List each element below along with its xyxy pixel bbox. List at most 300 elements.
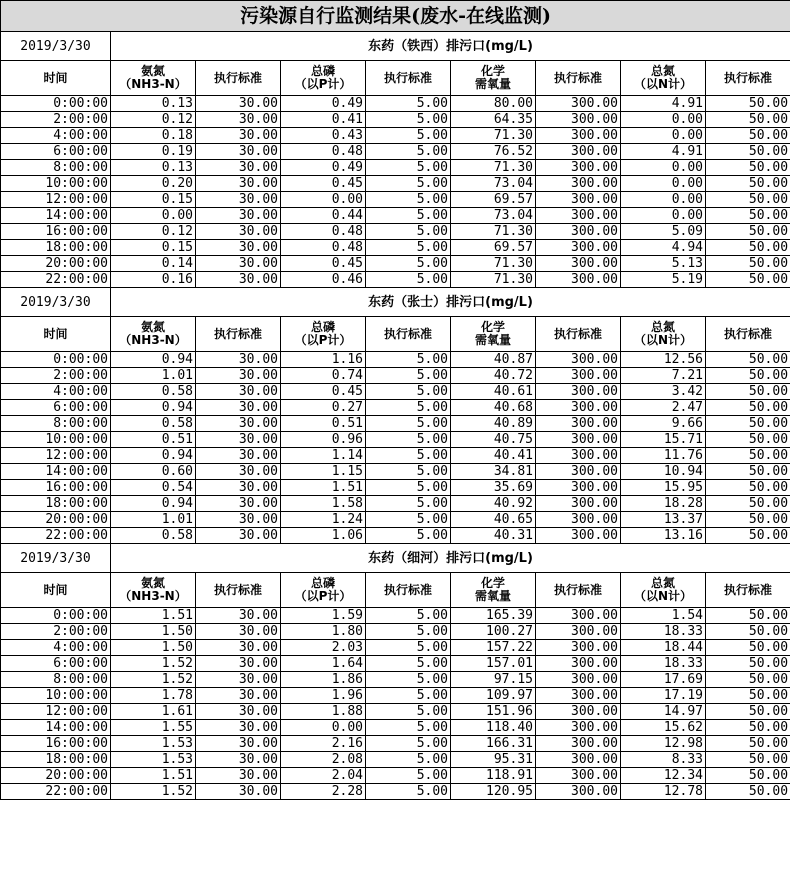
cell-cod-standard: 300.00 [536,400,621,416]
header-nh3-line1: 氨氮 [140,320,165,335]
cell-nh3-standard: 30.00 [196,768,281,784]
cell-cod-standard: 300.00 [536,720,621,736]
cell-tn-value: 12.56 [621,352,706,368]
cell-cod-standard: 300.00 [536,384,621,400]
cell-tn-standard: 50.00 [706,656,790,672]
header-tn-line1: 总氮 [650,576,675,591]
header-cod-line2: 需氧量 [474,589,511,603]
cell-tp-standard: 5.00 [366,768,451,784]
cell-time: 12:00:00 [1,448,111,464]
cell-cod-value: 40.31 [451,528,536,544]
header-tp [281,573,366,608]
cell-tp-standard: 5.00 [366,416,451,432]
cell-cod-standard: 300.00 [536,704,621,720]
cell-tp-standard: 5.00 [366,640,451,656]
cell-cod-standard: 300.00 [536,512,621,528]
cell-nh3-value: 0.58 [111,384,196,400]
cell-cod-value: 73.04 [451,176,536,192]
cell-tp-value: 0.45 [281,176,366,192]
cell-cod-standard: 300.00 [536,352,621,368]
cell-time: 8:00:00 [1,416,111,432]
cell-tp-value: 0.44 [281,208,366,224]
header-tn-line2: （以N计） [633,333,693,347]
cell-nh3-standard: 30.00 [196,608,281,624]
table-row [1,160,790,176]
cell-tp-standard: 5.00 [366,368,451,384]
cell-tp-standard: 5.00 [366,272,451,288]
cell-tp-standard: 5.00 [366,96,451,112]
cell-nh3-value: 0.18 [111,128,196,144]
cell-nh3-standard: 30.00 [196,368,281,384]
table-row [1,128,790,144]
cell-tp-value: 0.43 [281,128,366,144]
cell-cod-value: 165.39 [451,608,536,624]
cell-cod-value: 71.30 [451,160,536,176]
cell-cod-value: 69.57 [451,240,536,256]
cell-cod-standard: 300.00 [536,736,621,752]
table-row [1,176,790,192]
cell-tp-value: 1.58 [281,496,366,512]
cell-cod-value: 166.31 [451,736,536,752]
cell-tn-standard: 50.00 [706,768,790,784]
header-standard: 执行标准 [196,317,281,352]
cell-tp-value: 1.24 [281,512,366,528]
cell-nh3-value: 0.58 [111,416,196,432]
cell-tp-standard: 5.00 [366,112,451,128]
cell-tp-standard: 5.00 [366,128,451,144]
cell-time: 0:00:00 [1,608,111,624]
cell-tn-value: 3.42 [621,384,706,400]
cell-nh3-standard: 30.00 [196,240,281,256]
cell-tp-standard: 5.00 [366,496,451,512]
section-date: 2019/3/30 [1,32,111,61]
cell-nh3-value: 0.94 [111,496,196,512]
cell-tp-standard: 5.00 [366,624,451,640]
cell-tp-value: 0.41 [281,112,366,128]
cell-tn-standard: 50.00 [706,208,790,224]
cell-tp-value: 1.88 [281,704,366,720]
cell-time: 2:00:00 [1,624,111,640]
cell-tp-value: 0.48 [281,240,366,256]
cell-tn-standard: 50.00 [706,160,790,176]
cell-cod-standard: 300.00 [536,672,621,688]
cell-tn-standard: 50.00 [706,128,790,144]
cell-tp-value: 2.16 [281,736,366,752]
header-tn-line1: 总氮 [650,64,675,79]
cell-nh3-value: 1.50 [111,624,196,640]
cell-nh3-standard: 30.00 [196,704,281,720]
cell-tp-value: 2.04 [281,768,366,784]
cell-nh3-standard: 30.00 [196,720,281,736]
header-standard: 执行标准 [536,61,621,96]
cell-tp-value: 0.96 [281,432,366,448]
cell-tn-value: 13.16 [621,528,706,544]
cell-cod-standard: 300.00 [536,96,621,112]
table-row [1,192,790,208]
cell-cod-value: 71.30 [451,224,536,240]
cell-nh3-value: 0.13 [111,96,196,112]
table-row [1,656,790,672]
table-row [1,144,790,160]
cell-tp-standard: 5.00 [366,512,451,528]
cell-nh3-standard: 30.00 [196,784,281,800]
cell-tn-standard: 50.00 [706,736,790,752]
cell-tn-value: 15.62 [621,720,706,736]
header-nh3 [111,61,196,96]
header-nh3-line2: （NH3-N） [119,589,187,603]
cell-nh3-value: 0.12 [111,224,196,240]
cell-time: 2:00:00 [1,368,111,384]
cell-cod-standard: 300.00 [536,176,621,192]
table-row [1,704,790,720]
header-cod-line2: 需氧量 [474,77,511,91]
cell-time: 6:00:00 [1,656,111,672]
cell-time: 20:00:00 [1,256,111,272]
table-row [1,432,790,448]
cell-tp-value: 1.51 [281,480,366,496]
cell-nh3-standard: 30.00 [196,672,281,688]
cell-tn-standard: 50.00 [706,784,790,800]
cell-nh3-standard: 30.00 [196,144,281,160]
section-date: 2019/3/30 [1,288,111,317]
cell-nh3-value: 0.94 [111,352,196,368]
cell-tn-value: 12.34 [621,768,706,784]
cell-tn-value: 0.00 [621,128,706,144]
cell-cod-standard: 300.00 [536,688,621,704]
cell-nh3-standard: 30.00 [196,448,281,464]
table-row [1,352,790,368]
header-tp [281,317,366,352]
header-standard: 执行标准 [196,573,281,608]
cell-cod-standard: 300.00 [536,160,621,176]
cell-tn-value: 9.66 [621,416,706,432]
cell-cod-value: 40.41 [451,448,536,464]
table-row [1,784,790,800]
cell-tp-standard: 5.00 [366,384,451,400]
table-row [1,368,790,384]
cell-nh3-standard: 30.00 [196,208,281,224]
cell-tp-standard: 5.00 [366,256,451,272]
cell-cod-standard: 300.00 [536,256,621,272]
table-row [1,608,790,624]
table-row [1,672,790,688]
cell-tn-standard: 50.00 [706,144,790,160]
cell-cod-value: 34.81 [451,464,536,480]
cell-time: 4:00:00 [1,640,111,656]
cell-tn-value: 0.00 [621,208,706,224]
cell-tn-value: 15.95 [621,480,706,496]
cell-time: 10:00:00 [1,688,111,704]
cell-tn-standard: 50.00 [706,192,790,208]
cell-nh3-value: 1.61 [111,704,196,720]
cell-tn-standard: 50.00 [706,432,790,448]
cell-nh3-standard: 30.00 [196,112,281,128]
cell-cod-value: 151.96 [451,704,536,720]
cell-cod-standard: 300.00 [536,240,621,256]
cell-cod-value: 76.52 [451,144,536,160]
table-row [1,448,790,464]
cell-nh3-standard: 30.00 [196,176,281,192]
cell-cod-standard: 300.00 [536,128,621,144]
cell-cod-value: 40.72 [451,368,536,384]
header-tp-line2: （以P计） [294,333,352,347]
header-tp [281,61,366,96]
header-time: 时间 [1,573,111,608]
cell-tn-value: 0.00 [621,192,706,208]
cell-tp-value: 0.74 [281,368,366,384]
cell-tn-standard: 50.00 [706,448,790,464]
cell-cod-standard: 300.00 [536,640,621,656]
cell-tn-value: 4.91 [621,96,706,112]
cell-tn-value: 1.54 [621,608,706,624]
cell-time: 6:00:00 [1,144,111,160]
cell-nh3-standard: 30.00 [196,736,281,752]
cell-time: 4:00:00 [1,128,111,144]
cell-tn-standard: 50.00 [706,704,790,720]
cell-cod-standard: 300.00 [536,208,621,224]
cell-tn-value: 0.00 [621,112,706,128]
table-row [1,384,790,400]
cell-nh3-value: 1.55 [111,720,196,736]
cell-cod-value: 35.69 [451,480,536,496]
cell-tn-standard: 50.00 [706,176,790,192]
header-nh3-line1: 氨氮 [140,64,165,79]
header-time: 时间 [1,61,111,96]
cell-tp-value: 0.00 [281,192,366,208]
header-tp-line1: 总磷 [310,64,335,79]
cell-time: 22:00:00 [1,528,111,544]
table-row [1,624,790,640]
cell-tp-value: 2.28 [281,784,366,800]
table-row [1,208,790,224]
table-row [1,112,790,128]
cell-tp-value: 0.45 [281,384,366,400]
table-row [1,400,790,416]
cell-tn-value: 5.19 [621,272,706,288]
cell-time: 0:00:00 [1,96,111,112]
cell-tp-value: 0.45 [281,256,366,272]
section-outlet-title: 东药（细河）排污口(mg/L) [111,544,790,573]
cell-nh3-value: 1.01 [111,368,196,384]
cell-tp-value: 0.48 [281,144,366,160]
table-row [1,240,790,256]
cell-cod-value: 69.57 [451,192,536,208]
cell-tp-value: 0.27 [281,400,366,416]
cell-tn-standard: 50.00 [706,464,790,480]
cell-nh3-value: 0.15 [111,240,196,256]
cell-tn-standard: 50.00 [706,688,790,704]
cell-tn-standard: 50.00 [706,752,790,768]
cell-cod-value: 71.30 [451,256,536,272]
cell-nh3-standard: 30.00 [196,192,281,208]
cell-tn-value: 10.94 [621,464,706,480]
cell-time: 22:00:00 [1,272,111,288]
cell-nh3-value: 1.53 [111,736,196,752]
cell-tp-standard: 5.00 [366,480,451,496]
cell-tp-value: 1.96 [281,688,366,704]
header-cod-line1: 化学 [480,64,505,79]
cell-tn-value: 5.13 [621,256,706,272]
cell-nh3-standard: 30.00 [196,688,281,704]
cell-cod-value: 118.91 [451,768,536,784]
cell-tn-standard: 50.00 [706,608,790,624]
cell-cod-standard: 300.00 [536,368,621,384]
cell-nh3-value: 0.54 [111,480,196,496]
cell-cod-standard: 300.00 [536,752,621,768]
cell-cod-value: 71.30 [451,128,536,144]
cell-time: 12:00:00 [1,192,111,208]
header-standard: 执行标准 [706,317,790,352]
header-tp-line2: （以P计） [294,589,352,603]
table-row [1,96,790,112]
cell-nh3-standard: 30.00 [196,656,281,672]
cell-time: 20:00:00 [1,512,111,528]
cell-tn-standard: 50.00 [706,400,790,416]
cell-nh3-standard: 30.00 [196,128,281,144]
cell-tn-value: 0.00 [621,176,706,192]
cell-tp-standard: 5.00 [366,192,451,208]
header-cod-line1: 化学 [480,576,505,591]
cell-cod-standard: 300.00 [536,432,621,448]
cell-cod-value: 80.00 [451,96,536,112]
cell-cod-value: 40.61 [451,384,536,400]
cell-time: 8:00:00 [1,672,111,688]
cell-tn-standard: 50.00 [706,256,790,272]
cell-cod-standard: 300.00 [536,784,621,800]
cell-time: 16:00:00 [1,480,111,496]
cell-tp-value: 0.46 [281,272,366,288]
cell-tn-value: 14.97 [621,704,706,720]
cell-time: 18:00:00 [1,240,111,256]
table-row [1,224,790,240]
header-standard: 执行标准 [366,317,451,352]
cell-tp-standard: 5.00 [366,400,451,416]
cell-tn-standard: 50.00 [706,416,790,432]
cell-cod-value: 157.22 [451,640,536,656]
cell-tp-value: 1.59 [281,608,366,624]
header-tn-line1: 总氮 [650,320,675,335]
cell-cod-value: 109.97 [451,688,536,704]
cell-tp-value: 2.03 [281,640,366,656]
cell-tn-value: 7.21 [621,368,706,384]
cell-tp-standard: 5.00 [366,656,451,672]
cell-nh3-standard: 30.00 [196,464,281,480]
cell-nh3-standard: 30.00 [196,752,281,768]
cell-time: 14:00:00 [1,208,111,224]
cell-nh3-value: 1.51 [111,768,196,784]
cell-tn-value: 17.19 [621,688,706,704]
table-row [1,768,790,784]
cell-cod-value: 120.95 [451,784,536,800]
cell-cod-value: 157.01 [451,656,536,672]
cell-nh3-value: 0.58 [111,528,196,544]
cell-tp-standard: 5.00 [366,160,451,176]
cell-time: 16:00:00 [1,224,111,240]
cell-tn-value: 4.91 [621,144,706,160]
table-row [1,416,790,432]
cell-tn-value: 18.33 [621,656,706,672]
cell-nh3-value: 0.14 [111,256,196,272]
cell-tn-standard: 50.00 [706,640,790,656]
header-standard: 执行标准 [536,317,621,352]
section-date-row [1,288,790,317]
cell-tp-value: 2.08 [281,752,366,768]
cell-tp-standard: 5.00 [366,736,451,752]
cell-time: 18:00:00 [1,496,111,512]
cell-tp-standard: 5.00 [366,720,451,736]
cell-tn-value: 15.71 [621,432,706,448]
cell-tn-value: 11.76 [621,448,706,464]
cell-nh3-value: 0.16 [111,272,196,288]
cell-tp-value: 0.49 [281,160,366,176]
section-date: 2019/3/30 [1,544,111,573]
cell-cod-standard: 300.00 [536,480,621,496]
table-row [1,480,790,496]
header-tp-line2: （以P计） [294,77,352,91]
cell-tp-standard: 5.00 [366,208,451,224]
cell-tn-value: 12.98 [621,736,706,752]
cell-tn-standard: 50.00 [706,224,790,240]
cell-tn-standard: 50.00 [706,720,790,736]
title-row [1,1,790,32]
cell-tn-value: 13.37 [621,512,706,528]
cell-nh3-value: 1.01 [111,512,196,528]
cell-time: 20:00:00 [1,768,111,784]
section-date-row [1,32,790,61]
cell-nh3-value: 0.94 [111,400,196,416]
cell-nh3-value: 1.53 [111,752,196,768]
cell-cod-value: 97.15 [451,672,536,688]
header-cod-line1: 化学 [480,320,505,335]
cell-nh3-standard: 30.00 [196,512,281,528]
table-row [1,752,790,768]
section-outlet-title: 东药（铁西）排污口(mg/L) [111,32,790,61]
cell-nh3-standard: 30.00 [196,624,281,640]
cell-nh3-value: 0.60 [111,464,196,480]
cell-time: 16:00:00 [1,736,111,752]
header-cod [451,317,536,352]
header-nh3 [111,317,196,352]
cell-time: 14:00:00 [1,464,111,480]
cell-tp-value: 0.49 [281,96,366,112]
cell-tn-standard: 50.00 [706,496,790,512]
cell-tp-value: 0.00 [281,720,366,736]
cell-nh3-standard: 30.00 [196,528,281,544]
cell-nh3-standard: 30.00 [196,400,281,416]
table-row [1,640,790,656]
cell-nh3-value: 1.51 [111,608,196,624]
cell-cod-standard: 300.00 [536,416,621,432]
cell-cod-value: 40.92 [451,496,536,512]
cell-cod-standard: 300.00 [536,768,621,784]
cell-tn-standard: 50.00 [706,240,790,256]
cell-cod-value: 95.31 [451,752,536,768]
cell-cod-standard: 300.00 [536,624,621,640]
cell-cod-standard: 300.00 [536,224,621,240]
cell-nh3-value: 1.52 [111,672,196,688]
cell-nh3-value: 1.50 [111,640,196,656]
cell-tn-standard: 50.00 [706,96,790,112]
cell-tp-value: 0.48 [281,224,366,240]
cell-nh3-value: 0.12 [111,112,196,128]
header-tp-line1: 总磷 [310,576,335,591]
cell-tp-value: 1.64 [281,656,366,672]
cell-cod-value: 40.89 [451,416,536,432]
cell-tn-standard: 50.00 [706,528,790,544]
cell-tn-standard: 50.00 [706,624,790,640]
cell-time: 22:00:00 [1,784,111,800]
cell-tp-standard: 5.00 [366,464,451,480]
